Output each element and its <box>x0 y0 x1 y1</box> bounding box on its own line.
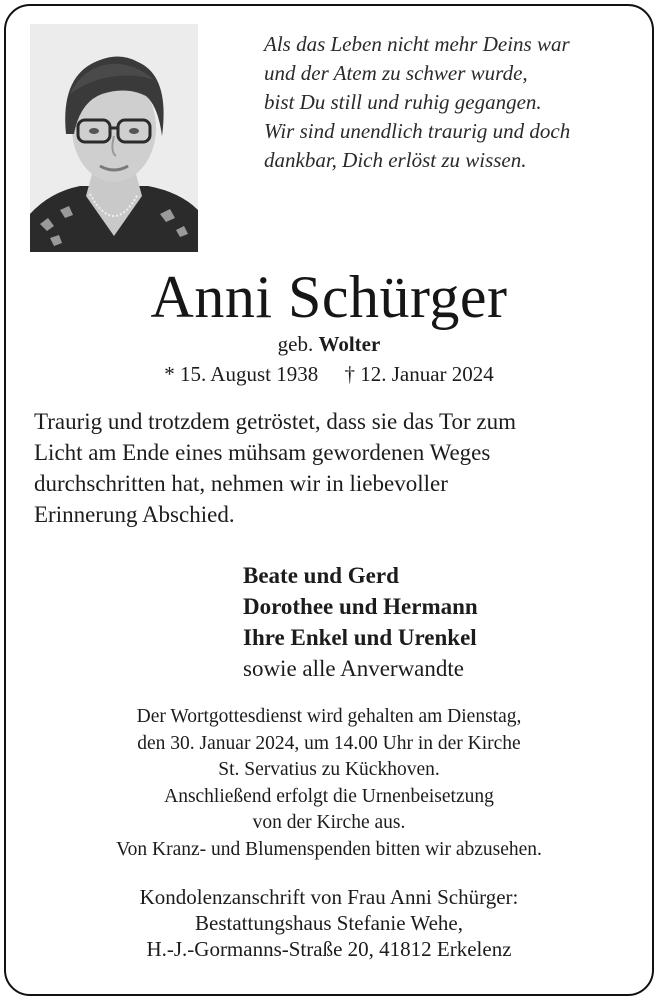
condolence-line: Bestattungshaus Stefanie Wehe, <box>195 911 463 935</box>
intro-line: Traurig und trotzdem getröstet, dass sie das Tor zum <box>34 409 516 434</box>
condolence-line: Kondolenzanschrift von Frau Anni Schürger: <box>139 885 519 909</box>
intro-text <box>34 406 634 530</box>
intro-line: Erinnerung Abschied. <box>34 502 235 527</box>
mourner: sowie alle Anverwandte <box>243 656 464 681</box>
mourner: Dorothee und Hermann <box>243 594 478 619</box>
service-line: Der Wortgottesdienst wird gehalten am Dienstag, <box>136 706 522 727</box>
deceased-name: Anni Schürger <box>150 264 508 330</box>
mourner: Beate und Gerd <box>243 563 399 588</box>
poem-line: Wir sind unendlich traurig und doch <box>264 119 571 143</box>
intro-line: durchschritten hat, nehmen wir in liebevoller <box>34 471 448 496</box>
maiden-name: Wolter <box>318 332 381 356</box>
intro-line: Licht am Ende eines mühsam gewordenen Weges <box>34 440 491 465</box>
life-dates <box>0 360 658 388</box>
poem-line: und der Atem zu schwer wurde, <box>264 61 528 85</box>
birth-name <box>0 330 658 358</box>
poem-line: bist Du still und ruhig gegangen. <box>264 90 542 114</box>
mourner: Ihre Enkel und Urenkel <box>243 625 477 650</box>
poem-line: Als das Leben nicht mehr Deins war <box>264 32 570 56</box>
poem-line: dankbar, Dich erlöst zu wissen. <box>264 148 527 172</box>
service-line: Von Kranz- und Blumenspenden bitten wir abzusehen. <box>116 838 542 860</box>
portrait-illustration <box>30 24 198 252</box>
birth-prefix: geb. <box>277 332 314 356</box>
condolence-line: H.-J.-Gormanns-Straße 20, 41812 Erkelenz <box>146 937 512 961</box>
death-date: † 12. Januar 2024 <box>344 362 494 386</box>
poem <box>264 30 644 175</box>
service-line: St. Servatius zu Kückhoven. <box>218 759 440 780</box>
service-line: Anschließend erfolgt die Urnenbeisetzung <box>164 785 494 807</box>
service-info <box>0 704 658 863</box>
mourners-list <box>243 560 643 684</box>
birth-date: * 15. August 1938 <box>164 362 319 386</box>
service-line: den 30. Januar 2024, um 14.00 Uhr in der Kirche <box>137 732 521 754</box>
service-line: von der Kirche aus. <box>252 812 406 833</box>
portrait-photo <box>30 24 198 252</box>
condolence-address <box>0 884 658 962</box>
